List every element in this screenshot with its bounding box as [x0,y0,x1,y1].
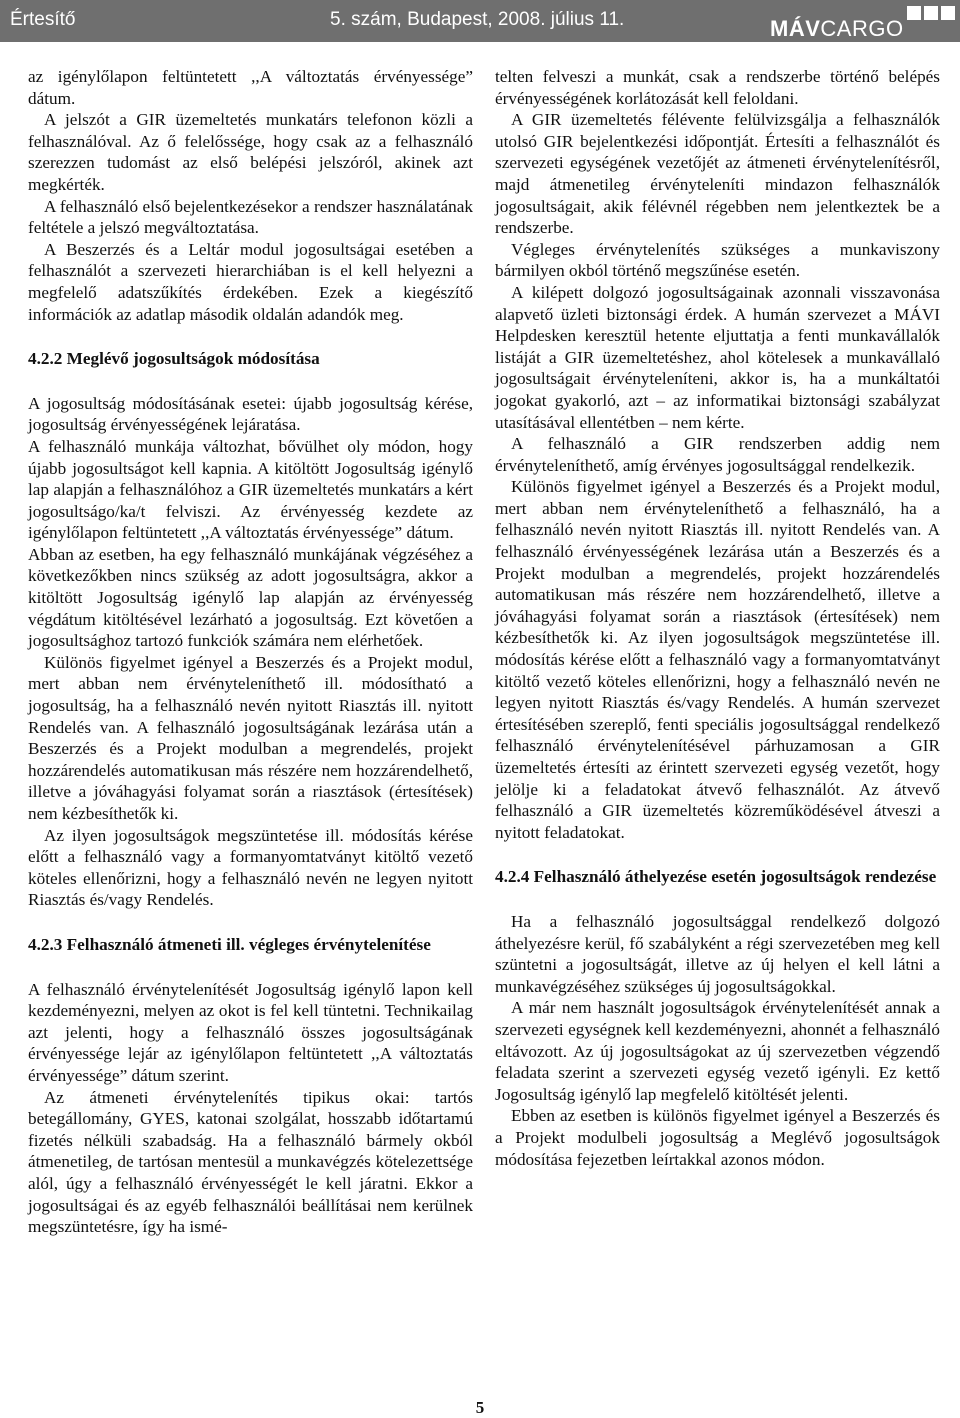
paragraph: Az átmeneti érvénytelenítés tipikus okai: tartós betegállomány, GYES, katonai szolgálat, hosszabb időtartamú fizetés nélküli szabadság. Ha a felhasználó bármely okból átmenetileg, de tartósan mentesül a munkavégzés kötelezettsége alól, úgy a felhasználó érvényességét le kell járatni. Ekkor a jogosultságai és az egyéb felhasználói beállításai nem kerülnek megszüntetésre, így ha ismé- [28,1087,473,1237]
logo-mav: MÁV [770,16,821,41]
issue-info: 5. szám, Budapest, 2008. július 11. [330,9,625,30]
paragraph: Különös figyelmet igényel a Beszerzés és a Projekt modul, mert abban nem érvényteleníthető ill. módosítható a jogosultság, ha a felhasználó nevén nyitott Riasztás ill. nyitott Rendelés van. A felhasználó jogosultságának lezárása után a Beszerzés és a Projekt modulban a megrendelés, projekt hozzárendelés automatikusan más részére nem hozzárendelhető, illetve a jóváhagyási folyamat során a riasztások (értesítések) nem kézbesíthetők ki. [28,652,473,823]
paragraph: A jelszót a GIR üzemeltetés munkatárs telefonon közli a felhasználóval. Az ő felelőssége, hogy csak az a felhasználó szerezzen tudomást az első belépési jelszóról, akinek azt megkérték. [28,110,473,194]
paragraph: az igénylőlapon feltüntetett ,,A változtatás érvényessége” dátum. [28,67,473,108]
paragraph: A kilépett dolgozó jogosultságainak azonnali visszavonása alapvető üzleti biztonsági érdek. A humán szervezet a MÁVI Helpdesken keresztül hetente eljuttatja a fenti munkavállalók listáját a GIR üzemeltetéshez, ahol kötelesek a munkavállaló jogosultságait érvényteleníteni, akkor is, ha a munkáltatói jogokat gyakorló, azt – az informatikai biztonsági szabályzat utasításával ellentétben – nem kérte. [495,282,940,432]
paragraph: Az ilyen jogosultságok megszüntetése ill. módosítás kérése előtt a felhasználó vagy a formanyomtatványt kitöltő vezető köteles ellenőrizni, hogy a felhasználó nevén ne legyen nyitott Riasztás és/vagy Rendelés. [28,825,473,910]
paragraph: telten felveszi a munkát, csak a rendszerbe történő belépés érvényességének korlátozását kell feloldani. [495,67,940,108]
section-heading: 4.2.4 Felhasználó áthelyezése esetén jogosultságok rendezése [495,867,937,887]
page-number: 5 [475,1398,485,1417]
section-heading: 4.2.2 Meglévő jogosultságok módosítása [28,349,320,369]
right-column [495,66,940,1170]
paragraph: A Beszerzés és a Leltár modul jogosultságai esetében a felhasználót a szervezeti hierarchiában is el kell helyezni a megfelelő adatszűkítés érdekében. Ezek a kiegészítő információk az adatlap második oldalán adandók meg. [28,239,473,324]
paragraph: A felhasználó első bejelentkezésekor a rendszer használatának feltétele a jelszó megváltoztatása. [28,196,473,238]
paragraph: A GIR üzemeltetés félévente felülvizsgálja a felhasználók utolsó GIR bejelentkezési időpontját. Értesíti a felhasználót és szervezeti egységének vezetőjét az átmeneti érvénytelenítésről, majd átmenetileg érvényteleníti mindazon felhasználók jogosultságait, akik félévnél régebben nem jelentkeztek be a rendszerbe. [495,110,940,238]
paragraph: A jogosultság módosításának esetei: újabb jogosultság kérése, jogosultság érvényességének lejáratása. [28,393,473,435]
paragraph: Abban az esetben, ha egy felhasználó munkájának végzéséhez a következőkben nincs szükség az adott jogosultságra, akkor a kitöltött Jogosultság igénylő lap alapján az érvényesség végdátum kitöltésével lezárható a jogosultság. Ezt követően a jogosultsághoz tartozó funkciók számára nem elérhetőek. [28,544,473,651]
paragraph: A felhasználó a GIR rendszerben addig nem érvényteleníthető, amíg érvényes jogosultsággal rendelkezik. [495,434,940,475]
paragraph: A felhasználó érvénytelenítését Jogosultság igénylő lapon kell kezdeményezni, melyen az okot is fel kell tüntetni. Technikailag azt jelenti, hogy a felhasználó összes jogosultságának érvényessége lejár az igénylőlapon feltüntetett ,,A változtatás érvényessége” dátum szerint. [28,979,473,1085]
publication-title: Értesítő [10,9,76,30]
left-column [28,66,473,1238]
logo-squares-icon [907,6,955,26]
paragraph: A már nem használt jogosultságok érvénytelenítését annak a szervezeti egységnek kell kezdeményezni, ahonnét a felhasználó eltávozott. Az új jogosultságokat az új szervezetben végzendő feladata szerint a szervezeti egység vezető igényli. Ez kettő Jogosultság igénylő lap megfelelő kitöltését jelenti. [495,998,940,1104]
paragraph: Végleges érvénytelenítés szükséges a munkaviszony bármilyen okból történő megszűnése esetén. [495,239,940,281]
paragraph: Ha a felhasználó jogosultsággal rendelkező dolgozó áthelyezésre kerül, fő szabályként a régi szervezetében meg kell szüntetni a jogosultságát, illetve az új helyen el kell látni a munkavégzéséhez szükséges új jogosultságokkal. [495,911,940,996]
paragraph: Ebben az esetben is különös figyelmet igényel a Beszerzés és a Projekt modulbeli jogosultság a Meglévő jogosultságok módosítása fejezetben leírtakkal azonos módon. [495,1106,940,1169]
paragraph: A felhasználó munkája változhat, bővülhet oly módon, hogy újabb jogosultságot kell kapnia. A kitöltött Jogosultság igénylő lap alapján a felhasználóhoz a GIR üzemeltetés munkatárs a kért jogosultságo/ka/t felviszi. Az érvényesség kezdete az igénylőlapon feltüntetett ,,A változtatás érvényessége” dátum. [28,436,473,543]
paragraph: Különös figyelmet igényel a Beszerzés és a Projekt modul, mert abban nem érvényteleníthető a felhasználó, ha a felhasználó nevén nyitott Riasztás ill. nyitott Rendelés van. A felhasználó érvényességének lezárása után a Beszerzés és a Projekt modulban a megrendelés, projekt hozzárendelés automatikusan más részére nem hozzárendelhető, illetve a jóváhagyási folyamat során a riasztások (értesítések) nem kézbesíthetők ki. Az ilyen jogosultságok megszüntetése ill. módosítás kérése előtt a felhasználó vagy a formanyomtatványt kitöltő vezető köteles ellenőrizni, hogy a felhasználó nevén ne legyen nyitott Riasztás és/vagy Rendelés. A humán szervezet értesítésében szereplő, fenti speciális jogosultsággal rendelkező felhasználó érvénytelenítésével párhuzamosan a GIR üzemeltetés értesíti az érintett szervezeti egység vezetőt, hogy jelölje ki a feladatokat átvevő felhasználót. Az átvevő felhasználó a GIR üzemeltetés közreműködésével átveszi a nyitott feladatokat. [495,477,940,842]
page-header [0,0,960,42]
section-heading: 4.2.3 Felhasználó átmeneti ill. végleges érvénytelenítése [28,934,431,954]
mavcargo-logo [770,4,955,40]
logo-cargo: CARGO [820,16,904,41]
